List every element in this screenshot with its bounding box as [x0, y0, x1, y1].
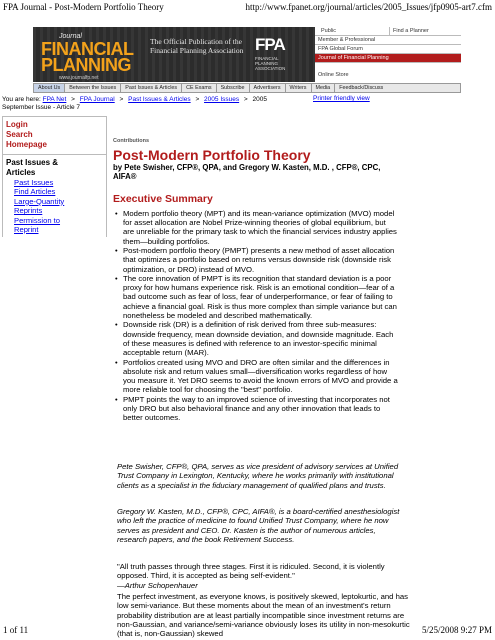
article-section-label: Contributions — [113, 138, 150, 144]
sidebar-item-reprints[interactable]: Reprints — [14, 206, 43, 216]
sidebar-item-permission[interactable]: Permission to — [14, 215, 61, 225]
breadcrumb-current: 2005 — [252, 96, 267, 103]
find-planner-link[interactable]: Find a Planner — [393, 28, 429, 34]
article-byline: by Pete Swisher, CFP®, QPA, and Gregory W. Kasten, M.D. , CFP®, CPC, AIFA® — [113, 163, 381, 182]
homepage-link[interactable]: Homepage — [6, 140, 47, 149]
logo-planning: PLANNING — [41, 55, 131, 75]
breadcrumb-separator: > — [119, 96, 124, 103]
print-datetime: 5/25/2008 9:27 PM — [421, 625, 492, 635]
left-sidebar — [2, 116, 107, 237]
article-title: Post-Modern Portfolio Theory — [113, 147, 311, 163]
sidebar-top-links — [3, 117, 106, 155]
tagline-text: The Official Publication of the Financial Planning Association — [150, 37, 244, 55]
breadcrumb-separator: > — [243, 96, 248, 103]
sidebar-item-past-issues[interactable]: Past Issues — [14, 178, 54, 187]
banner-side-links — [315, 27, 461, 82]
sidebar-item-reprint[interactable]: Reprint — [14, 225, 39, 235]
login-link[interactable]: Login — [6, 120, 28, 129]
executive-summary-heading: Executive Summary — [113, 192, 213, 205]
site-banner — [33, 27, 461, 82]
body-paragraph: The perfect investment, as everyone knows, is positively skewed, leptokurtic, and has low semi-variance. But these moments about the mean of an investment's return probability distribution are at least partially incompatible since investment returns are non-Gaussian, and variance/semi-variance obviously loses its utility in non-mesokurtic (that is, non-Gaussian) skewed — [117, 592, 410, 639]
summary-bullet: • PMPT points the way to an improved science of investing that incorporates not only DRO but also behavioral finance and any other innovation that leads to better outcomes. — [113, 395, 398, 423]
nav-past-issues[interactable]: Past Issues & Articles — [121, 84, 182, 92]
main-nav — [33, 83, 461, 93]
nav-subscribe[interactable]: Subscribe — [217, 84, 250, 92]
epigraph-text: "All truth passes through three stages. First it is ridiculed. Second, it is violently opposed. Third, it is accepted as being self-evident." — [117, 562, 385, 581]
issue-label: September Issue - Article 7 — [2, 104, 81, 111]
member-link[interactable]: Member & Professional — [315, 36, 461, 45]
summary-bullet: • Downside risk (DR) is a definition of risk derived from three sub-measures: downside frequency, mean downside deviation, and downside magnitude. Each of these measures is defined with reference to an investor-specific minimal acceptable return (MAR). — [113, 320, 398, 357]
breadcrumb-fpa-net[interactable]: FPA Net — [42, 96, 67, 103]
forum-link[interactable]: FPA Global Forum — [315, 45, 461, 54]
breadcrumb-past-issues[interactable]: Past Issues & Articles — [128, 96, 191, 103]
nav-feedback[interactable]: Feedback/Discuss — [339, 85, 384, 91]
epigraph-attribution: —Arthur Schopenhauer — [117, 580, 198, 590]
sidebar-item-large-quantity[interactable]: Large-Quantity — [14, 196, 65, 206]
print-title: FPA Journal - Post-Modern Portfolio Theory — [3, 2, 164, 12]
banner-tagline — [150, 37, 246, 55]
nav-advertisers[interactable]: Advertisers — [250, 84, 286, 92]
sidebar-section-title — [6, 158, 103, 178]
summary-bullets — [113, 209, 491, 423]
store-link[interactable]: Online Store — [318, 72, 349, 78]
nav-media[interactable]: Media — [312, 84, 336, 92]
breadcrumb-2005-issues[interactable]: 2005 Issues — [204, 96, 240, 103]
printer-friendly-link[interactable]: Printer friendly view — [313, 95, 370, 102]
summary-bullet: • Modern portfolio theory (MPT) and its mean-variance optimization (MVO) model for asset allocation are Nobel Prize-winning theories of global equilibrium, but are unreliable for the primary task to which the financial services industry applies them—building portfolios. — [113, 209, 398, 246]
breadcrumb-fpa-journal[interactable]: FPA Journal — [79, 96, 115, 103]
fpa-logo-text: FPA — [255, 35, 285, 54]
print-page-number: 1 of 11 — [3, 625, 29, 635]
summary-bullet: • The core innovation of PMPT is its recognition that standard deviation is a poor proxy for how humans experience risk. Risk is an emotional condition—fear of a bad outcome such as fear of loss, fear of underperformance, or fear of failing to achieve a financial goal. Risk is thus more complex than simple variance but can nonetheless be modeled and described mathematically. — [113, 274, 398, 320]
nav-ce-exams[interactable]: CE Exams — [182, 84, 216, 92]
journal-link[interactable]: Journal of Financial Planning — [315, 54, 461, 63]
logo-url: www.journalfp.net — [59, 75, 99, 81]
public-row — [315, 27, 461, 36]
summary-bullet: • Portfolios created using MVO and DRO are often similar and the differences in absolute risk and return values small—diversification works regardless of how you measure it. Yet DRO seems to avoid the known errors of MVO and provide a more reliable tool for choosing the "best" portfolio. — [113, 358, 398, 395]
public-link[interactable]: Public — [318, 27, 390, 35]
sidebar-section-past-issues — [3, 155, 106, 237]
nav-between-issues[interactable]: Between the Issues — [65, 84, 121, 92]
sidebar-section-title-line2: Articles — [6, 168, 36, 177]
fpa-logo[interactable] — [255, 35, 315, 75]
breadcrumb-separator: > — [71, 96, 75, 103]
print-header — [3, 2, 492, 14]
print-url: http://www.fpanet.org/journal/articles/2005_Issues/jfp0905-art7.cfm — [245, 2, 492, 12]
fpa-logo-subtitle: FINANCIAL PLANNING ASSOCIATION — [255, 56, 286, 71]
print-footer — [3, 625, 492, 637]
nav-writers[interactable]: Writers — [286, 84, 312, 92]
summary-bullet: • Post-modern portfolio theory (PMPT) presents a new method of asset allocation that optimizes a portfolio based on returns versus downside risk (downside risk optimization, or DRO) instead of MVO. — [113, 246, 398, 274]
sidebar-section-title-line1: Past Issues & — [6, 158, 59, 167]
breadcrumb-separator: > — [195, 96, 200, 103]
journal-logo[interactable] — [41, 33, 141, 81]
author-bio-swisher: Pete Swisher, CFP®, QPA, serves as vice president of advisory services at Unified Trust Company in Lexington, Kentucky, where he works primarily with institutional clients as a specialist in the fiduciary management of qualified plans and trusts. — [117, 462, 399, 490]
logo-financial: FINANCIAL — [41, 39, 134, 59]
sidebar-item-find-articles[interactable]: Find Articles — [14, 187, 56, 197]
breadcrumb-prefix: You are here: — [2, 96, 41, 103]
author-bio-kasten: Gregory W. Kasten, M.D., CFP®, CPC, AIFA®, is a board-certified anesthesiologist who left the practice of medicine to found Unified Trust Company, where he now serves as president and CEO. Dr. Kasten is the author of numerous articles, research papers, and the book Retirement Success. — [117, 507, 400, 544]
nav-about-us[interactable]: About Us — [34, 84, 65, 92]
epigraph — [117, 562, 407, 590]
logo-journal-word: Journal — [59, 33, 82, 40]
breadcrumb — [2, 96, 267, 103]
search-link[interactable]: Search — [6, 130, 33, 139]
article-main — [113, 138, 491, 423]
